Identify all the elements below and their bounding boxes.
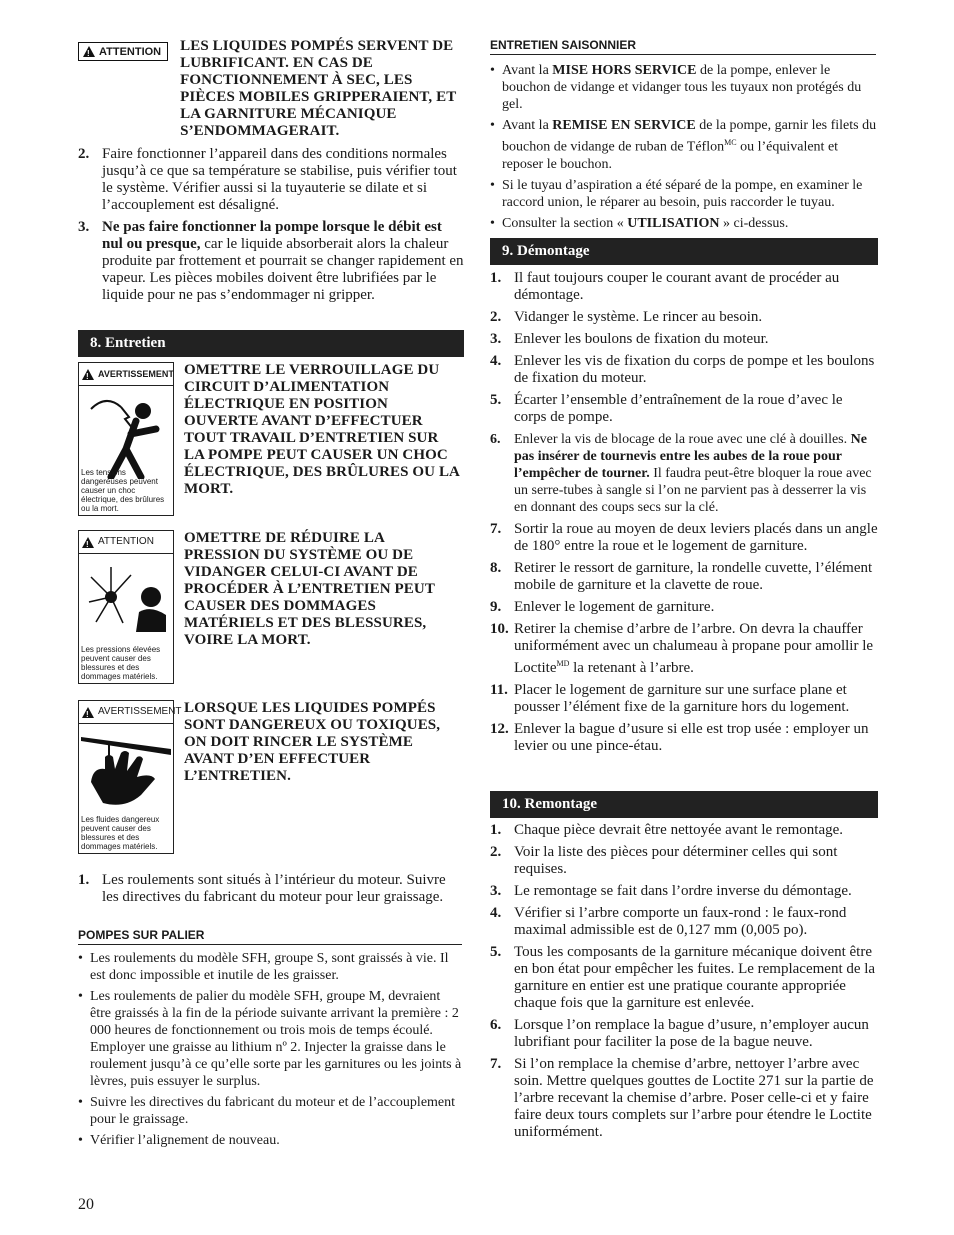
section-9-header: 9. Démontage <box>490 238 878 265</box>
saisonnier-subheading: ENTRETIEN SAISONNIER <box>490 38 876 55</box>
warning-triangle-icon <box>82 369 94 380</box>
hazard-caption: Les fluides dangereux peuvent causer des blessures et des dommages matériels. <box>81 815 160 851</box>
hazard-electrical <box>78 362 464 516</box>
hazard-text: OMETTRE DE RÉDUIRE LA PRESSION DU SYSTÈME OU DE VIDANGER CELUI-CI AVANT DE PROCÉDER À L’ENTRETIEN PEUT CAUSER DES DOMMAGES MATÉRIELS ET DES BLESSURES, VOIRE LA MORT. <box>184 530 435 648</box>
list-item: • Avant la MISE HORS SERVICE de la pompe, enlever le bouchon de vidange et vidanger tous les tuyaux non protégés du gel. <box>490 62 878 113</box>
section-8-header: 8. Entretien <box>78 330 464 357</box>
hand-fluid-icon <box>81 727 171 809</box>
pressure-burst-icon <box>81 557 171 637</box>
list-item: • Avant la REMISE EN SERVICE de la pompe, garnir les filets du bouchon de vidange de ruban de Téflon$^{MC}$ ou l’équivalent et reposer le bouchon. <box>490 117 878 173</box>
list-item: 4. Vérifier si l’arbre comporte un faux-rond : le faux-rond maximal admissible est de 0,127 mm (0,005 po). <box>490 905 847 938</box>
avertissement-label: ! AVERTISSEMENT <box>79 701 173 724</box>
list-item: 3. Enlever les boulons de fixation du moteur. <box>490 331 769 347</box>
list-item: 3. Le remontage se fait dans l’ordre inverse du démontage. <box>490 883 852 899</box>
list-item: 2. Voir la liste des pièces pour déterminer celles qui sont requises. <box>490 844 838 877</box>
palier-list <box>78 950 464 1153</box>
saisonnier-list <box>490 62 878 236</box>
list-item: 7. Si l’on remplace la chemise d’arbre, nettoyer l’arbre avec soin. Mettre quelques gouttes de Loctite 271 sur la partie de l’arbre recevant la chemise d’arbre. Poser celle-ci et y faire faire deux tours complets sur l’arbre pour étendre le Loctite uniformément. <box>490 1056 874 1140</box>
list-item: 1. Chaque pièce devrait être nettoyée avant le remontage. <box>490 822 844 838</box>
warning-triangle-icon <box>82 707 94 718</box>
list-item: • Vérifier l’alignement de nouveau. <box>78 1132 464 1149</box>
hazard-image-box <box>78 362 174 516</box>
list-item: 5. Écarter l’ensemble d’entraînement de la roue d’avec le corps de pompe. <box>490 392 843 425</box>
palier-subheading: POMPES SUR PALIER <box>78 928 462 945</box>
list-item: 1. Les roulements sont situés à l’intérieur du moteur. Suivre les directives du fabricant du moteur pour leur graissage. <box>78 872 446 905</box>
list-item: • Les roulements de palier du modèle SFH, groupe M, devraient être graissés à la fin de la période suivante arrivant la première : 2 000 heures de fonctionnement ou trois mois de temps écoulé. Employer une graisse au lithium nº 2. Injecter la graisse dans le roulement jusqu’à ce qu’elle sorte par les garnitures ou les joints à lèvres, puis essuyer le surplus. <box>78 988 464 1090</box>
hazard-pressure <box>78 530 464 684</box>
attention-label: ! ATTENTION <box>78 42 168 61</box>
hazard-text: LORSQUE LES LIQUIDES POMPÉS SONT DANGEREUX OU TOXIQUES, ON DOIT RINCER LE SYSTÈME AVANT D’EN EFFECTUER L’ENTRETIEN. <box>184 700 441 784</box>
list-item: 1. Il faut toujours couper le courant avant de procéder au démontage. <box>490 270 840 303</box>
list-item: • Consulter la section « UTILISATION » ci-dessus. <box>490 215 878 232</box>
list-item: 4. Enlever les vis de fixation du corps de pompe et les boulons de fixation du moteur. <box>490 353 875 386</box>
list-item: 2. Faire fonctionner l’appareil dans des conditions normales jusqu’à ce que sa température se stabilise, puis vérifier tout le système. Vérifier aussi si la tuyauterie se dilate et si l’accouplement est désaligné. <box>78 146 457 213</box>
electrocution-icon <box>81 389 171 479</box>
warning-triangle-icon <box>83 46 95 57</box>
list-item: • Suivre les directives du fabricant du moteur et de l’accouplement pour le graissage. <box>78 1094 464 1128</box>
list-item: 3. Ne pas faire fonctionner la pompe lorsque le débit est nul ou presque, car le liquide absorberait alors la chaleur produite par frottement et pourrait se changer rapidement en vapeur. Les pièces mobiles doivent être lubrifiées par le liquide pour ne pas s’endommager ni gripper. <box>78 219 464 303</box>
list-item: • Si le tuyau d’aspiration a été séparé de la pompe, en examiner le raccord union, le réparer au besoin, puis raccorder le tuyau. <box>490 177 878 211</box>
list-item: 6. Enlever la vis de blocage de la roue avec une clé à douilles. Ne pas insérer de tournevis entre les aubes de la roue pour l’empêcher de tourner. Il faudra peut-être bloquer la roue avec un serre-tubes à sangle si l’on ne parvient pas à desserrer la vis en donnant des coups secs sur la clé. <box>490 432 872 515</box>
hazard-text: OMETTRE LE VERROUILLAGE DU CIRCUIT D’ALIMENTATION ÉLECTRIQUE EN POSITION OUVERTE AVANT D’EFFECTUER TOUT TRAVAIL D’ENTRETIEN SUR LA POMPE PEUT CAUSER UN CHOC ÉLECTRIQUE, DES BRÛLURES OU LA MORT. <box>184 362 460 497</box>
hazard-image-box <box>78 700 182 854</box>
list-item: 6. Lorsque l’on remplace la bague d’usure, n’employer aucun lubrifiant pour faciliter la pose de la bague neuve. <box>490 1017 869 1050</box>
section-10-header: 10. Remontage <box>490 791 878 818</box>
list-item: 7. Sortir la roue au moyen de deux leviers placés dans un angle de 180° entre la roue et le logement de garniture. <box>490 521 878 554</box>
warning-triangle-icon <box>82 537 94 548</box>
hazard-fluids <box>78 700 464 854</box>
list-item: • Les roulements du modèle SFH, groupe S, sont graissés à vie. Il est donc impossible et inutile de les graisser. <box>78 950 464 984</box>
top-warning <box>78 38 464 140</box>
hazard-image-box <box>78 530 174 684</box>
list-item: 12. Enlever la bague d’usure si elle est trop usée : employer un levier ou une pince-étau. <box>490 721 869 754</box>
section-9-steps <box>490 270 878 760</box>
section-10-steps <box>490 822 878 1146</box>
page-number: 20 <box>78 1196 94 1213</box>
list-item: 11. Placer le logement de garniture sur une surface plane et pousser l’élément fixe de la garniture hors du logement. <box>490 682 850 715</box>
list-item: 2. Vidanger le système. Le rincer au besoin. <box>490 309 763 325</box>
list-item: 10. Retirer la chemise d’arbre de l’arbre. On devra la chauffer uniformément avec un chalumeau à propane pour amollir le Loctite$^{MD}$ la retenant à l’arbre. <box>490 621 874 676</box>
list-item: 9. Enlever le logement de garniture. <box>490 599 715 615</box>
section-8-step-1 <box>78 872 464 911</box>
hazard-caption: Les pressions élevées peuvent causer des blessures et des dommages matériels. <box>81 645 161 681</box>
hazard-caption: Les tensions dangereuses peuvent causer un choc électrique, des brûlures ou la mort. <box>81 468 165 513</box>
list-item: 5. Tous les composants de la garniture mécanique doivent être en bon état pour empêcher les fuites. Le remplacement de la garniture en entier est une pratique courante appropriée chaque fois que la garniture est enlevée. <box>490 944 876 1011</box>
list-item: 8. Retirer le ressort de garniture, la rondelle cuvette, l’élément mobile de garniture et la clavette de roue. <box>490 560 873 593</box>
top-warning-text: LES LIQUIDES POMPÉS SERVENT DE LUBRIFICANT. EN CAS DE FONCTIONNEMENT À SEC, LES PIÈCES MOBILES GRIPPERAIENT, ET LA GARNITURE MÉCANIQUE S’ENDOMMAGERAIT. <box>180 38 457 139</box>
steps-top <box>78 146 464 309</box>
attention-label: ! ATTENTION <box>79 531 173 554</box>
avertissement-label: ! AVERTISSEMENT <box>79 363 173 386</box>
